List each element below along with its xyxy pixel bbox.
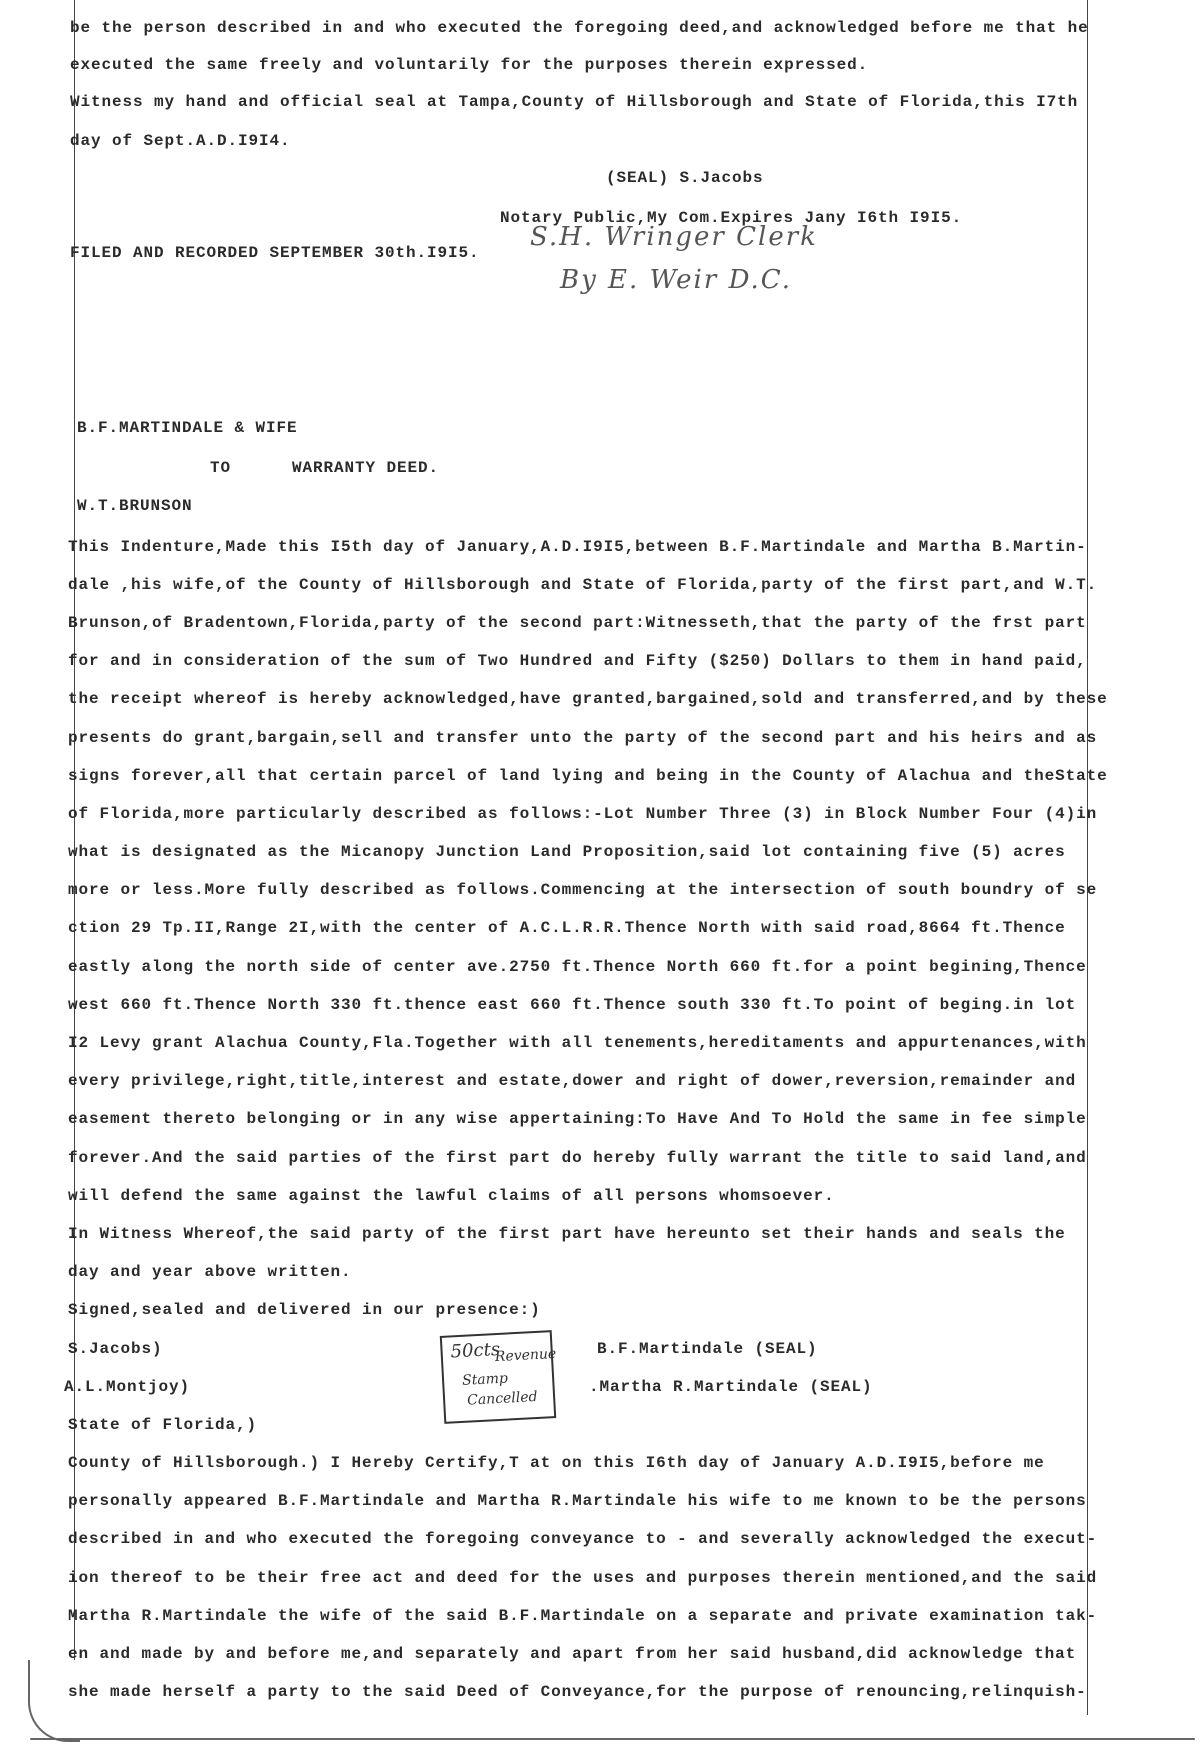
text-line: presents do grant,bargain,sell and transfer unto the party of the second part and his heirs and as: [68, 729, 1098, 747]
text-line: eastly along the north side of center ave.2750 ft.Thence North 660 ft.for a point begining,Thence: [68, 958, 1087, 976]
grantor-heading: B.F.MARTINDALE & WIFE: [77, 419, 298, 437]
text-line: ion thereof to be their free act and deed for the uses and purposes therein mentioned,and the said: [68, 1569, 1098, 1587]
text-line: forever.And the said parties of the first part do hereby fully warrant the title to said land,and: [68, 1149, 1087, 1167]
text-line: west 660 ft.Thence North 330 ft.thence east 660 ft.Thence south 330 ft.To point of beging.in lot: [68, 996, 1077, 1014]
witness-signature: S.Jacobs): [68, 1340, 163, 1358]
text-line: described in and who executed the foregoing conveyance to - and severally acknowledged the execut-: [68, 1530, 1098, 1548]
text-line: day and year above written.: [68, 1263, 352, 1281]
text-line: dale ,his wife,of the County of Hillsborough and State of Florida,party of the first part,and W.T.: [68, 576, 1098, 594]
notary-seal-signature: (SEAL) S.Jacobs: [606, 169, 764, 187]
text-line: Witness my hand and official seal at Tampa,County of Hillsborough and State of Florida,this I7th: [70, 93, 1079, 111]
stamp-text: Revenue: [494, 1345, 557, 1366]
deputy-clerk-signature: By E. Weir D.C.: [560, 265, 792, 295]
stamp-text: Stamp: [461, 1370, 509, 1389]
text-line: she made herself a party to the said Deed of Conveyance,for the purpose of renouncing,relinquish-: [68, 1683, 1087, 1701]
notary-commission: Notary Public,My Com.Expires Jany I6th I9I5.: [500, 209, 963, 227]
deed-type-heading: WARRANTY DEED.: [292, 459, 440, 477]
text-line: personally appeared B.F.Martindale and Martha R.Martindale his wife to me known to be the persons: [68, 1492, 1087, 1510]
stamp-text: Cancelled: [466, 1388, 538, 1409]
text-line: day of Sept.A.D.I9I4.: [70, 132, 291, 150]
witness-intro: Signed,sealed and delivered in our presence:): [68, 1301, 541, 1319]
text-line: I2 Levy grant Alachua County,Fla.Together with all tenements,hereditaments and appurtenances,with: [68, 1034, 1087, 1052]
text-line: Martha R.Martindale the wife of the said B.F.Martindale on a separate and private examination tak-: [68, 1607, 1098, 1625]
page-right-rule: [1087, 0, 1088, 1715]
text-line: the receipt whereof is hereby acknowledged,have granted,bargained,sold and transferred,and by these: [68, 690, 1108, 708]
text-line: of Florida,more particularly described as follows:-Lot Number Three (3) in Block Number Four (4)in: [68, 805, 1098, 823]
text-line: what is designated as the Micanopy Junction Land Proposition,said lot containing five (5) acres: [68, 843, 1066, 861]
grantor-signature: B.F.Martindale (SEAL): [597, 1340, 818, 1358]
text-line: executed the same freely and voluntarily for the purposes therein expressed.: [70, 56, 869, 74]
text-line: County of Hillsborough.) I Hereby Certify,T at on this I6th day of January A.D.I9I5,before me: [68, 1454, 1045, 1472]
text-line: be the person described in and who executed the foregoing deed,and acknowledged before me that he: [70, 19, 1089, 37]
text-line: more or less.More fully described as follows.Commencing at the intersection of south boundry of se: [68, 881, 1098, 899]
clerk-signature: S.H. Wringer Clerk: [530, 222, 818, 252]
text-line: every privilege,right,title,interest and estate,dower and right of dower,reversion,remainder and: [68, 1072, 1077, 1090]
text-line: In Witness Whereof,the said party of the first part have hereunto set their hands and seals the: [68, 1225, 1066, 1243]
revenue-stamp: [440, 1330, 556, 1424]
text-line: will defend the same against the lawful claims of all persons whomsoever.: [68, 1187, 835, 1205]
text-line: signs forever,all that certain parcel of land lying and being in the County of Alachua and theState: [68, 767, 1108, 785]
text-line: easement thereto belonging or in any wise appertaining:To Have And To Hold the same in fee simple: [68, 1110, 1087, 1128]
grantee-heading: W.T.BRUNSON: [77, 497, 193, 515]
text-line: This Indenture,Made this I5th day of January,A.D.I9I5,between B.F.Martindale and Martha B.Martin-: [68, 538, 1087, 556]
text-line: State of Florida,): [68, 1416, 258, 1434]
witness-signature: A.L.Montjoy): [64, 1378, 191, 1396]
grantor-signature: .Martha R.Martindale (SEAL): [589, 1378, 873, 1396]
text-line: for and in consideration of the sum of Two Hundred and Fifty ($250) Dollars to them in hand paid,: [68, 652, 1087, 670]
filed-recorded: FILED AND RECORDED SEPTEMBER 30th.I9I5.: [70, 244, 480, 262]
stamp-text: 50cts: [450, 1338, 501, 1363]
page-bottom-edge: [30, 1738, 1195, 1740]
text-line: Brunson,of Bradentown,Florida,party of the second part:Witnesseth,that the party of the frst part: [68, 614, 1087, 632]
heading-to: TO: [210, 459, 232, 477]
text-line: ction 29 Tp.II,Range 2I,with the center of A.C.L.R.R.Thence North with said road,8664 ft.Thence: [68, 919, 1066, 937]
text-line: en and made by and before me,and separately and apart from her said husband,did acknowledge that: [68, 1645, 1077, 1663]
